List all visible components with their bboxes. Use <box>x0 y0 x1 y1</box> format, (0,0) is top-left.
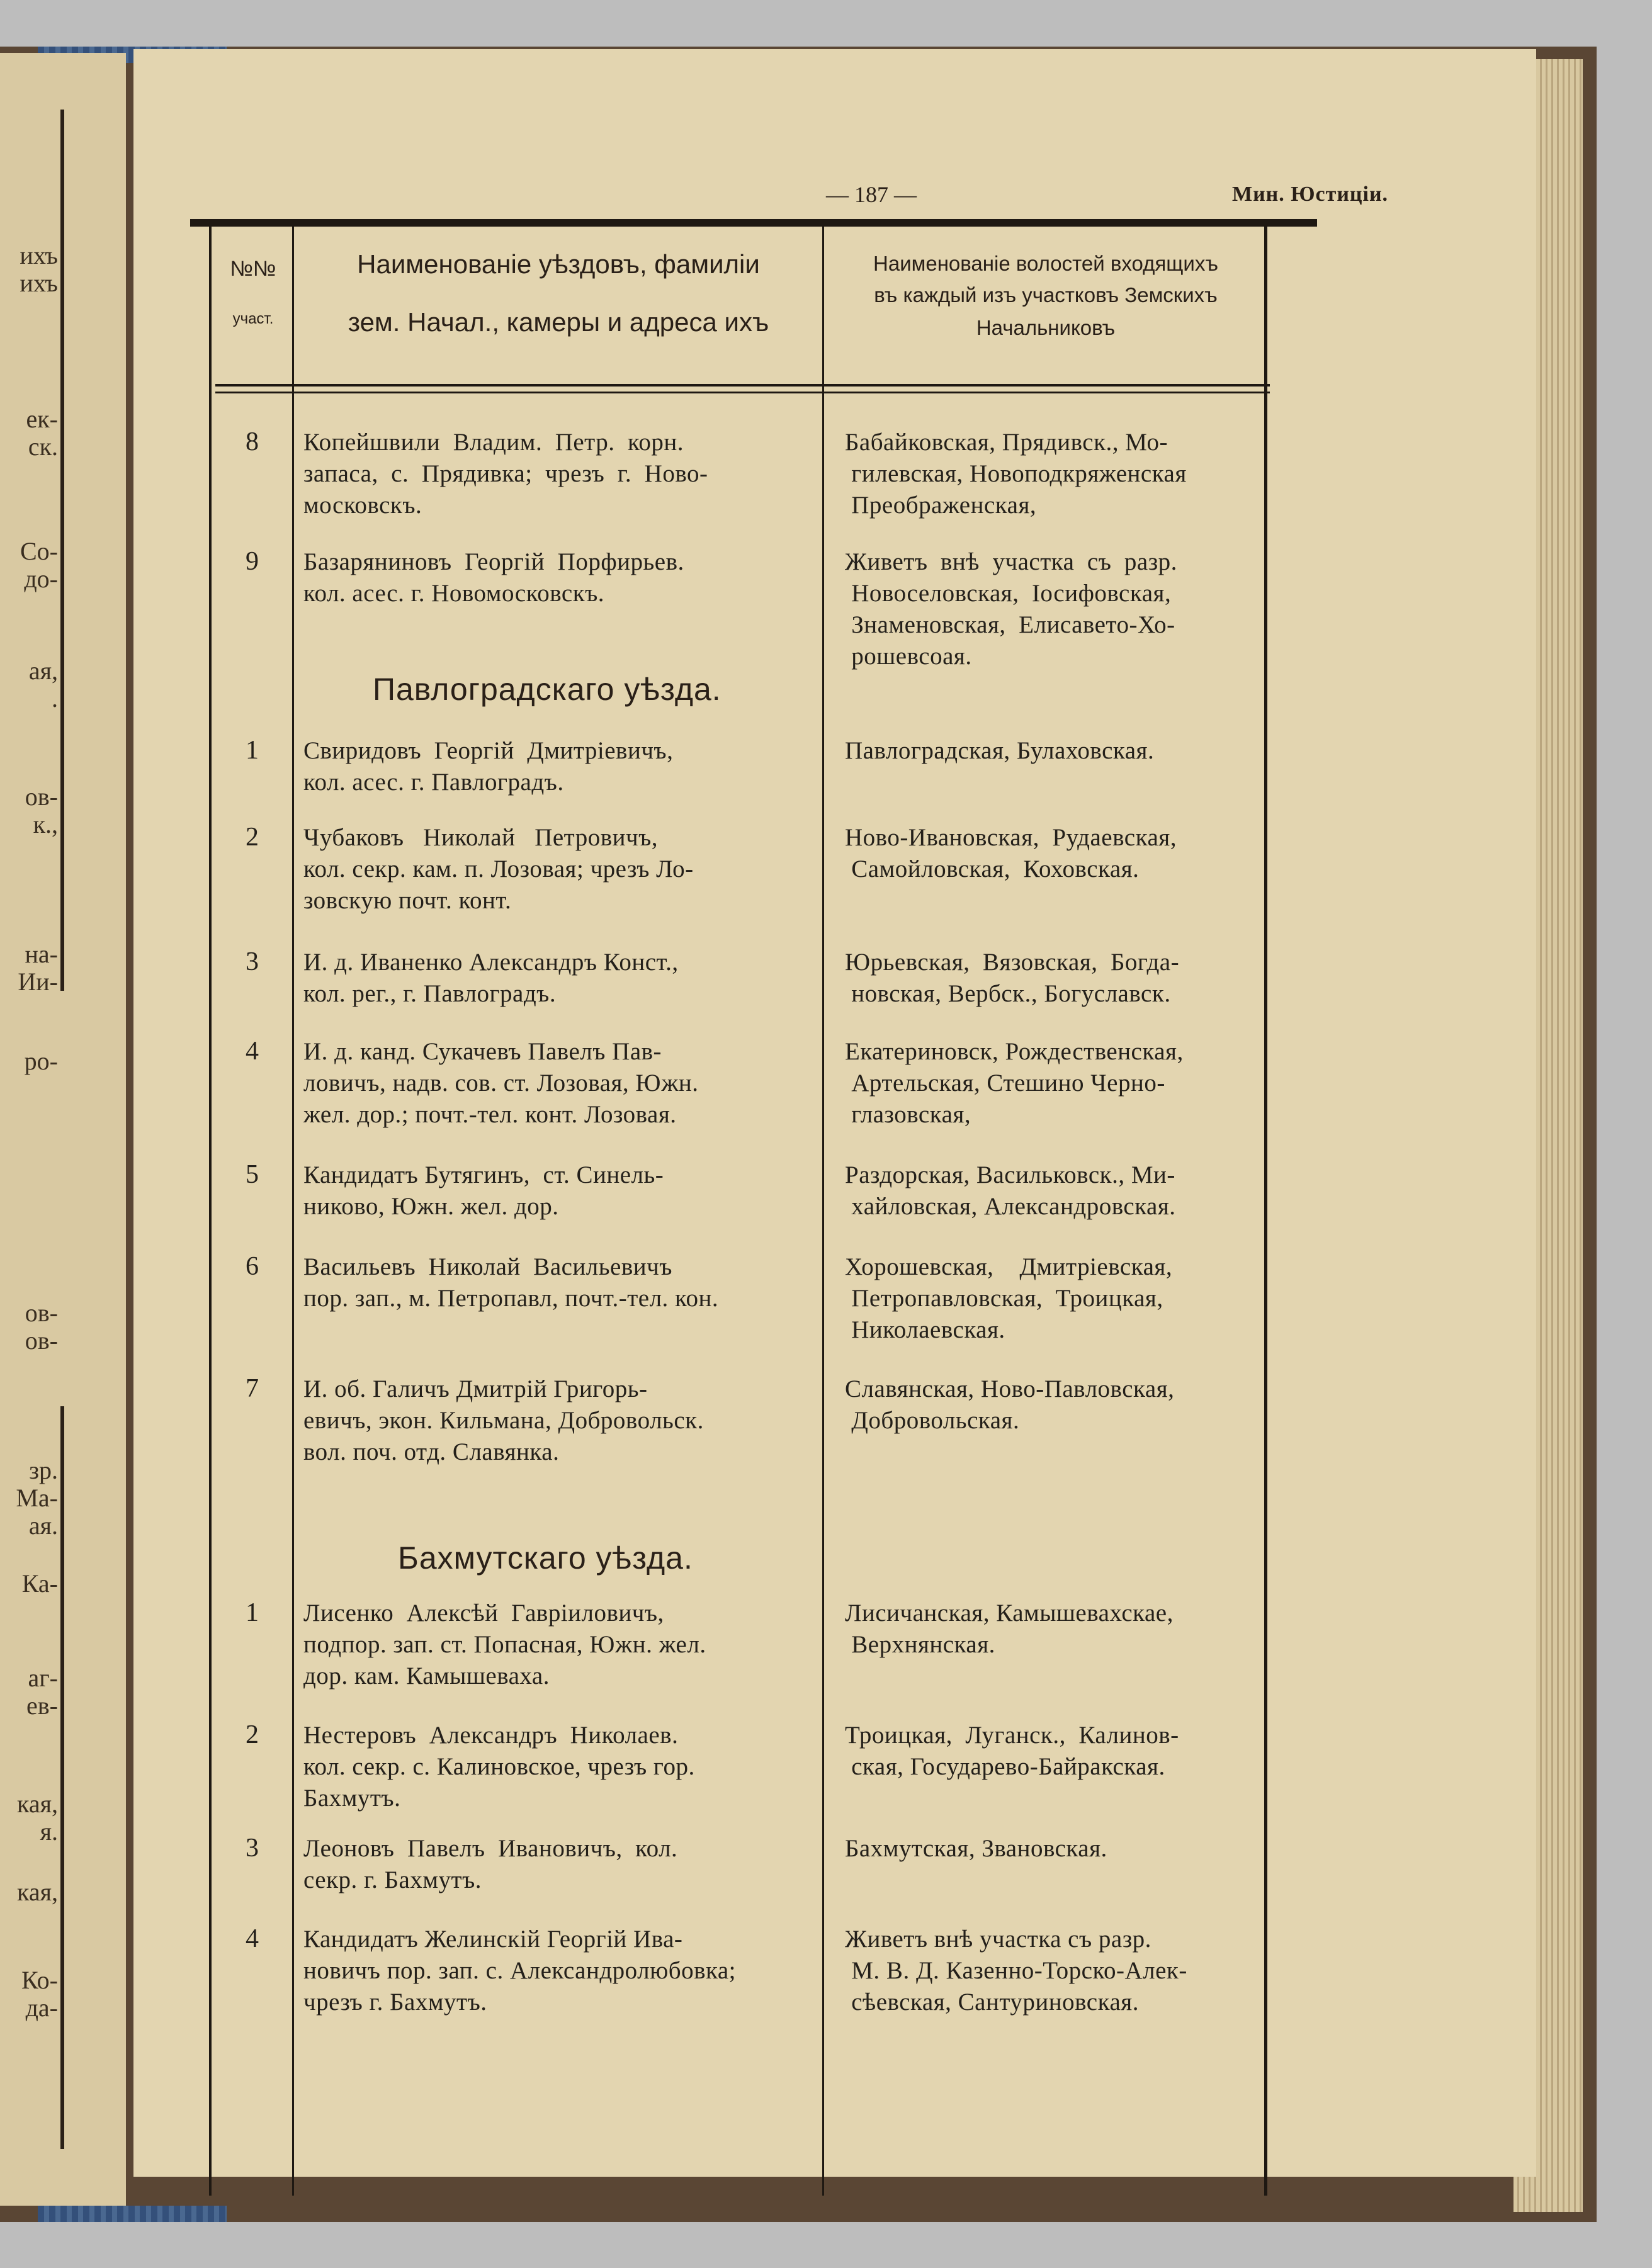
row-name: И. д. Иваненко Александръ Конст., кол. рег., г. Павлоградъ. <box>303 949 679 1007</box>
row-number: 8 <box>246 427 259 456</box>
row-name: Кандидатъ Бутягинъ, ст. Синель- никово, Южн. жел. дор. <box>303 1161 664 1220</box>
row-volosts: Троицкая, Луганск., Калинов- ская, Государево-Байракская. <box>845 1722 1179 1780</box>
row-volosts: Павлоградская, Булаховская. <box>845 737 1155 764</box>
row-name: Васильевъ Николай Васильевичъ пор. зап., м. Петропавл, почт.-тел. кон. <box>303 1253 719 1312</box>
row-number: 4 <box>246 1037 259 1066</box>
row-volosts: Бабайковская, Прядивск., Мо- гилевская, Новоподкряженская Преображенская, <box>845 429 1187 519</box>
left-fragment: Со- до- <box>20 537 58 593</box>
column-rule <box>209 225 212 2196</box>
row-volosts: Живетъ внѣ участка съ разр. Новоселовская, Іосифовская, Знаменовская, Елисавето-Хо- рошевсоая. <box>845 548 1177 670</box>
header-vol-col: Начальниковъ <box>976 316 1116 339</box>
binding-cloth <box>38 2206 227 2222</box>
row-number: 4 <box>246 1924 259 1953</box>
row-volosts: Лисичанская, Камышевахскае, Верхнянская. <box>845 1599 1174 1658</box>
left-fragment: ов- к., <box>25 782 58 838</box>
district-heading: Бахмутскаго уѣзда. <box>398 1540 693 1576</box>
scan-frame <box>0 47 1597 2222</box>
left-fragment: ов- ов- <box>25 1299 58 1355</box>
row-volosts: Екатериновск, Рождественская, Артельская, Стешино Черно- глазовская, <box>845 1038 1184 1128</box>
header-bottom-rule <box>215 384 1270 386</box>
row-volosts: Славянская, Ново-Павловская, Добровольская. <box>845 1375 1175 1434</box>
row-volosts: Раздорская, Васильковск., Ми- хайловская, Александровская. <box>845 1161 1176 1220</box>
row-name: Кандидатъ Желинскій Георгій Ива- новичъ пор. зап. с. Александролюбовка; чрезъ г. Бахмутъ. <box>303 1926 737 2016</box>
header-name-col: Наименованіе уѣздовъ, фамилiи <box>357 249 760 279</box>
row-number: 3 <box>246 947 259 976</box>
left-fragment: Ка- <box>21 1569 58 1598</box>
row-number: 1 <box>246 736 259 765</box>
row-name: Леоновъ Павелъ Ивановичъ, кол. секр. г. Бахмутъ. <box>303 1835 678 1893</box>
header-bottom-rule <box>215 392 1270 393</box>
left-fragment: аг- ев- <box>26 1664 58 1720</box>
row-number: 2 <box>246 1720 259 1749</box>
row-number: 9 <box>246 547 259 576</box>
header-vol-col: въ каждый изъ участковъ Земскихъ <box>874 283 1218 307</box>
page-number: — 187 — <box>826 182 917 207</box>
left-fragment: ек- ск. <box>26 405 58 461</box>
header-vol-col: Наименованіе волостей входящихъ <box>873 252 1218 275</box>
header-num-sub: участ. <box>232 310 274 327</box>
row-number: 2 <box>246 823 259 852</box>
column-rule <box>292 225 294 2196</box>
left-page <box>0 53 126 2206</box>
row-number: 5 <box>246 1160 259 1189</box>
row-name: Свиридовъ Георгій Дмитріевичъ, кол. асес. г. Павлоградъ. <box>303 737 674 796</box>
table-top-rule <box>190 219 1317 227</box>
row-number: 7 <box>246 1374 259 1403</box>
left-fragment: ая, . <box>28 657 58 713</box>
running-title: Мин. Юстиціи. <box>1232 183 1389 206</box>
row-name: Лисенко Алексѣй Гавріиловичъ, подпор. зап. ст. Попасная, Южн. жел. дор. кам. Камышеваха. <box>303 1599 706 1690</box>
row-volosts: Ново-Ивановская, Рудаевская, Самойловская, Коховская. <box>845 824 1177 883</box>
left-fragment: Ко- да- <box>21 1966 58 2022</box>
row-name: И. об. Галичъ Дмитрій Григорь- евичъ, экон. Кильмана, Добровольск. вол. поч. отд. Славянка. <box>303 1375 704 1465</box>
left-fragment: зр. Ма- ая. <box>16 1456 58 1540</box>
header-name-col: зем. Начал., камеры и адреса ихъ <box>348 307 769 337</box>
row-volosts: Хорошевская, Дмитріевская, Петропавловская, Троицкая, Николаевская. <box>845 1253 1173 1343</box>
left-fragment: ро- <box>24 1047 58 1075</box>
row-name: И. д. канд. Сукачевъ Павелъ Пав- ловичъ, надв. сов. ст. Лозовая, Южн. жел. дор.; почт.-тел. конт. Лозовая. <box>303 1038 699 1128</box>
row-number: 1 <box>246 1598 259 1627</box>
row-number: 6 <box>246 1252 259 1281</box>
row-volosts: Живетъ внѣ участка съ разр. М. В. Д. Казенно-Торско-Алек- сѣевская, Сантуриновская. <box>845 1926 1187 2016</box>
left-fragment: ихъ ихъ <box>20 241 58 297</box>
district-heading: Павлоградскаго уѣзда. <box>373 672 721 707</box>
row-name: Чубаковъ Николай Петровичъ, кол. секр. кам. п. Лозовая; чрезъ Ло- зовскую почт. конт. <box>303 824 694 914</box>
row-name: Базаряниновъ Георгій Порфирьев. кол. асес. г. Новомосковскъ. <box>303 548 684 607</box>
row-volosts: Бахмутская, Звановская. <box>845 1835 1107 1862</box>
column-rule <box>822 225 824 2196</box>
left-fragment: кая, я. <box>17 1790 58 1846</box>
header-num: №№ <box>230 257 276 281</box>
column-rule <box>1264 225 1267 2196</box>
left-fragment: кая, <box>17 1878 58 1906</box>
row-name: Копейшвили Владим. Петр. корн. запаса, с. Прядивка; чрезъ г. Ново- московскъ. <box>303 429 708 519</box>
book-page <box>133 49 1536 2177</box>
row-volosts: Юрьевская, Вязовская, Богда- новская, Вербск., Богуславск. <box>845 949 1180 1007</box>
row-number: 3 <box>246 1834 259 1863</box>
left-fragment: на- Ии- <box>18 940 58 996</box>
row-name: Нестеровъ Александръ Николаев. кол. секр. с. Калиновское, чрезъ гор. Бахмутъ. <box>303 1722 695 1812</box>
